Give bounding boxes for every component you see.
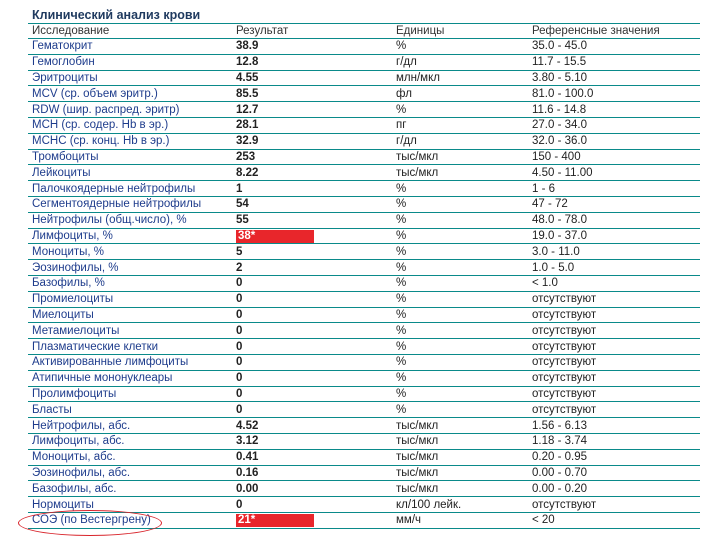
table-row — [28, 86, 700, 102]
test-name: Моноциты, абс. — [28, 449, 232, 465]
table-header-row — [28, 24, 700, 39]
reference-range: 4.50 - 11.00 — [528, 165, 700, 181]
table-row — [28, 102, 700, 118]
test-name: MCHC (ср. конц. Hb в эр.) — [28, 133, 232, 149]
table-row — [28, 244, 700, 260]
result-value: 4.55 — [232, 70, 392, 86]
unit-value: тыс/мкл — [392, 481, 528, 497]
table-row — [28, 339, 700, 355]
reference-range: 81.0 - 100.0 — [528, 86, 700, 102]
result-value: 8.22 — [232, 165, 392, 181]
unit-value: % — [392, 402, 528, 418]
table-row — [28, 117, 700, 133]
reference-range: 0.00 - 0.20 — [528, 481, 700, 497]
report — [28, 7, 700, 529]
unit-value: % — [392, 244, 528, 260]
reference-range: 1.56 - 6.13 — [528, 418, 700, 434]
reference-range: < 1.0 — [528, 275, 700, 291]
result-value: 2 — [232, 260, 392, 276]
reference-range: отсутствуют — [528, 386, 700, 402]
reference-range: 3.0 - 11.0 — [528, 244, 700, 260]
unit-value: % — [392, 260, 528, 276]
test-name: Сегментоядерные нейтрофилы — [28, 196, 232, 212]
reference-range: 48.0 - 78.0 — [528, 212, 700, 228]
table-row — [28, 433, 700, 449]
test-name: Миелоциты — [28, 307, 232, 323]
unit-value: % — [392, 212, 528, 228]
table-row — [28, 402, 700, 418]
column-header-result: Результат — [232, 24, 392, 39]
abnormal-result-badge: 38* — [236, 230, 314, 243]
result-value: 0 — [232, 291, 392, 307]
reference-range: отсутствуют — [528, 307, 700, 323]
table-row — [28, 512, 700, 528]
result-value: 253 — [232, 149, 392, 165]
unit-value: % — [392, 275, 528, 291]
unit-value: % — [392, 370, 528, 386]
test-name: Лимфоциты, абс. — [28, 433, 232, 449]
table-row — [28, 370, 700, 386]
result-cell — [232, 512, 392, 528]
unit-value: % — [392, 291, 528, 307]
unit-value: % — [392, 39, 528, 55]
unit-value: тыс/мкл — [392, 449, 528, 465]
test-name: Бласты — [28, 402, 232, 418]
test-name: Пролимфоциты — [28, 386, 232, 402]
table-row — [28, 181, 700, 197]
result-value: 0 — [232, 307, 392, 323]
unit-value: % — [392, 196, 528, 212]
test-name: RDW (шир. распред. эритр) — [28, 102, 232, 118]
table-row — [28, 497, 700, 513]
table-row — [28, 465, 700, 481]
test-name: Тромбоциты — [28, 149, 232, 165]
unit-value: % — [392, 339, 528, 355]
reference-range: 3.80 - 5.10 — [528, 70, 700, 86]
unit-value: пг — [392, 117, 528, 133]
unit-value: % — [392, 102, 528, 118]
table-row — [28, 149, 700, 165]
result-value: 0.41 — [232, 449, 392, 465]
result-value: 32.9 — [232, 133, 392, 149]
result-value: 0 — [232, 386, 392, 402]
reference-range: 0.20 - 0.95 — [528, 449, 700, 465]
test-name: Лейкоциты — [28, 165, 232, 181]
unit-value: тыс/мкл — [392, 165, 528, 181]
test-name: Моноциты, % — [28, 244, 232, 260]
table-row — [28, 354, 700, 370]
unit-value: фл — [392, 86, 528, 102]
reference-range: отсутствуют — [528, 354, 700, 370]
reference-range: 1 - 6 — [528, 181, 700, 197]
unit-value: % — [392, 181, 528, 197]
table-row — [28, 54, 700, 70]
result-value: 38.9 — [232, 39, 392, 55]
test-name: Базофилы, абс. — [28, 481, 232, 497]
test-name: Гемоглобин — [28, 54, 232, 70]
test-name: Гематокрит — [28, 39, 232, 55]
table-row — [28, 196, 700, 212]
result-cell — [232, 228, 392, 244]
reference-range: 32.0 - 36.0 — [528, 133, 700, 149]
test-name: Нормоциты — [28, 497, 232, 513]
reference-range: 19.0 - 37.0 — [528, 228, 700, 244]
unit-value: тыс/мкл — [392, 433, 528, 449]
unit-value: тыс/мкл — [392, 149, 528, 165]
column-header-test: Исследование — [28, 24, 232, 39]
unit-value: г/дл — [392, 54, 528, 70]
test-name: MCH (ср. содер. Hb в эр.) — [28, 117, 232, 133]
result-value: 0 — [232, 323, 392, 339]
test-name: Базофилы, % — [28, 275, 232, 291]
result-value: 55 — [232, 212, 392, 228]
table-row — [28, 386, 700, 402]
results-table — [28, 23, 700, 529]
result-value: 54 — [232, 196, 392, 212]
unit-value: тыс/мкл — [392, 418, 528, 434]
test-name: Метамиелоциты — [28, 323, 232, 339]
result-value: 0 — [232, 370, 392, 386]
abnormal-result-badge: 21* — [236, 514, 314, 527]
result-value: 0.00 — [232, 481, 392, 497]
table-row — [28, 39, 700, 55]
results-body — [28, 39, 700, 529]
reference-range: отсутствуют — [528, 339, 700, 355]
result-value: 0 — [232, 275, 392, 291]
table-row — [28, 133, 700, 149]
reference-range: 1.18 - 3.74 — [528, 433, 700, 449]
test-name: Нейтрофилы (общ.число), % — [28, 212, 232, 228]
result-value: 12.8 — [232, 54, 392, 70]
table-row — [28, 291, 700, 307]
reference-range: 35.0 - 45.0 — [528, 39, 700, 55]
result-value: 85.5 — [232, 86, 392, 102]
table-row — [28, 165, 700, 181]
test-name: Эозинофилы, % — [28, 260, 232, 276]
result-value: 3.12 — [232, 433, 392, 449]
result-value: 12.7 — [232, 102, 392, 118]
reference-range: отсутствуют — [528, 323, 700, 339]
table-row — [28, 212, 700, 228]
reference-range: отсутствуют — [528, 402, 700, 418]
reference-range: 0.00 - 0.70 — [528, 465, 700, 481]
result-value: 0 — [232, 402, 392, 418]
test-name: Эозинофилы, абс. — [28, 465, 232, 481]
table-row — [28, 481, 700, 497]
result-value: 1 — [232, 181, 392, 197]
test-name: Плазматические клетки — [28, 339, 232, 355]
unit-value: % — [392, 307, 528, 323]
reference-range: отсутствуют — [528, 497, 700, 513]
table-row — [28, 228, 700, 244]
column-header-units: Единицы — [392, 24, 528, 39]
unit-value: г/дл — [392, 133, 528, 149]
reference-range: 150 - 400 — [528, 149, 700, 165]
test-name: MCV (ср. объем эритр.) — [28, 86, 232, 102]
reference-range: 47 - 72 — [528, 196, 700, 212]
table-row — [28, 307, 700, 323]
reference-range: < 20 — [528, 512, 700, 528]
reference-range: 27.0 - 34.0 — [528, 117, 700, 133]
result-value: 4.52 — [232, 418, 392, 434]
table-row — [28, 70, 700, 86]
table-row — [28, 260, 700, 276]
result-value: 5 — [232, 244, 392, 260]
unit-value: % — [392, 323, 528, 339]
test-name: Атипичные мононуклеары — [28, 370, 232, 386]
table-row — [28, 323, 700, 339]
test-name: Эритроциты — [28, 70, 232, 86]
column-header-reference: Референсные значения — [528, 24, 700, 39]
table-row — [28, 449, 700, 465]
test-name: Нейтрофилы, абс. — [28, 418, 232, 434]
result-value: 0 — [232, 497, 392, 513]
unit-value: % — [392, 228, 528, 244]
reference-range: 1.0 - 5.0 — [528, 260, 700, 276]
test-name: СОЭ (по Вестергрену) — [28, 512, 232, 528]
result-value: 0.16 — [232, 465, 392, 481]
reference-range: отсутствуют — [528, 291, 700, 307]
test-name: Лимфоциты, % — [28, 228, 232, 244]
unit-value: мм/ч — [392, 512, 528, 528]
table-row — [28, 418, 700, 434]
reference-range: 11.6 - 14.8 — [528, 102, 700, 118]
result-value: 28.1 — [232, 117, 392, 133]
result-value: 0 — [232, 339, 392, 355]
result-value: 0 — [232, 354, 392, 370]
unit-value: тыс/мкл — [392, 465, 528, 481]
unit-value: % — [392, 354, 528, 370]
unit-value: млн/мкл — [392, 70, 528, 86]
unit-value: % — [392, 386, 528, 402]
unit-value: кл/100 лейк. — [392, 497, 528, 513]
reference-range: отсутствуют — [528, 370, 700, 386]
report-title: Клинический анализ крови — [32, 8, 201, 22]
reference-range: 11.7 - 15.5 — [528, 54, 700, 70]
test-name: Палочкоядерные нейтрофилы — [28, 181, 232, 197]
table-row — [28, 275, 700, 291]
test-name: Промиелоциты — [28, 291, 232, 307]
test-name: Активированные лимфоциты — [28, 354, 232, 370]
